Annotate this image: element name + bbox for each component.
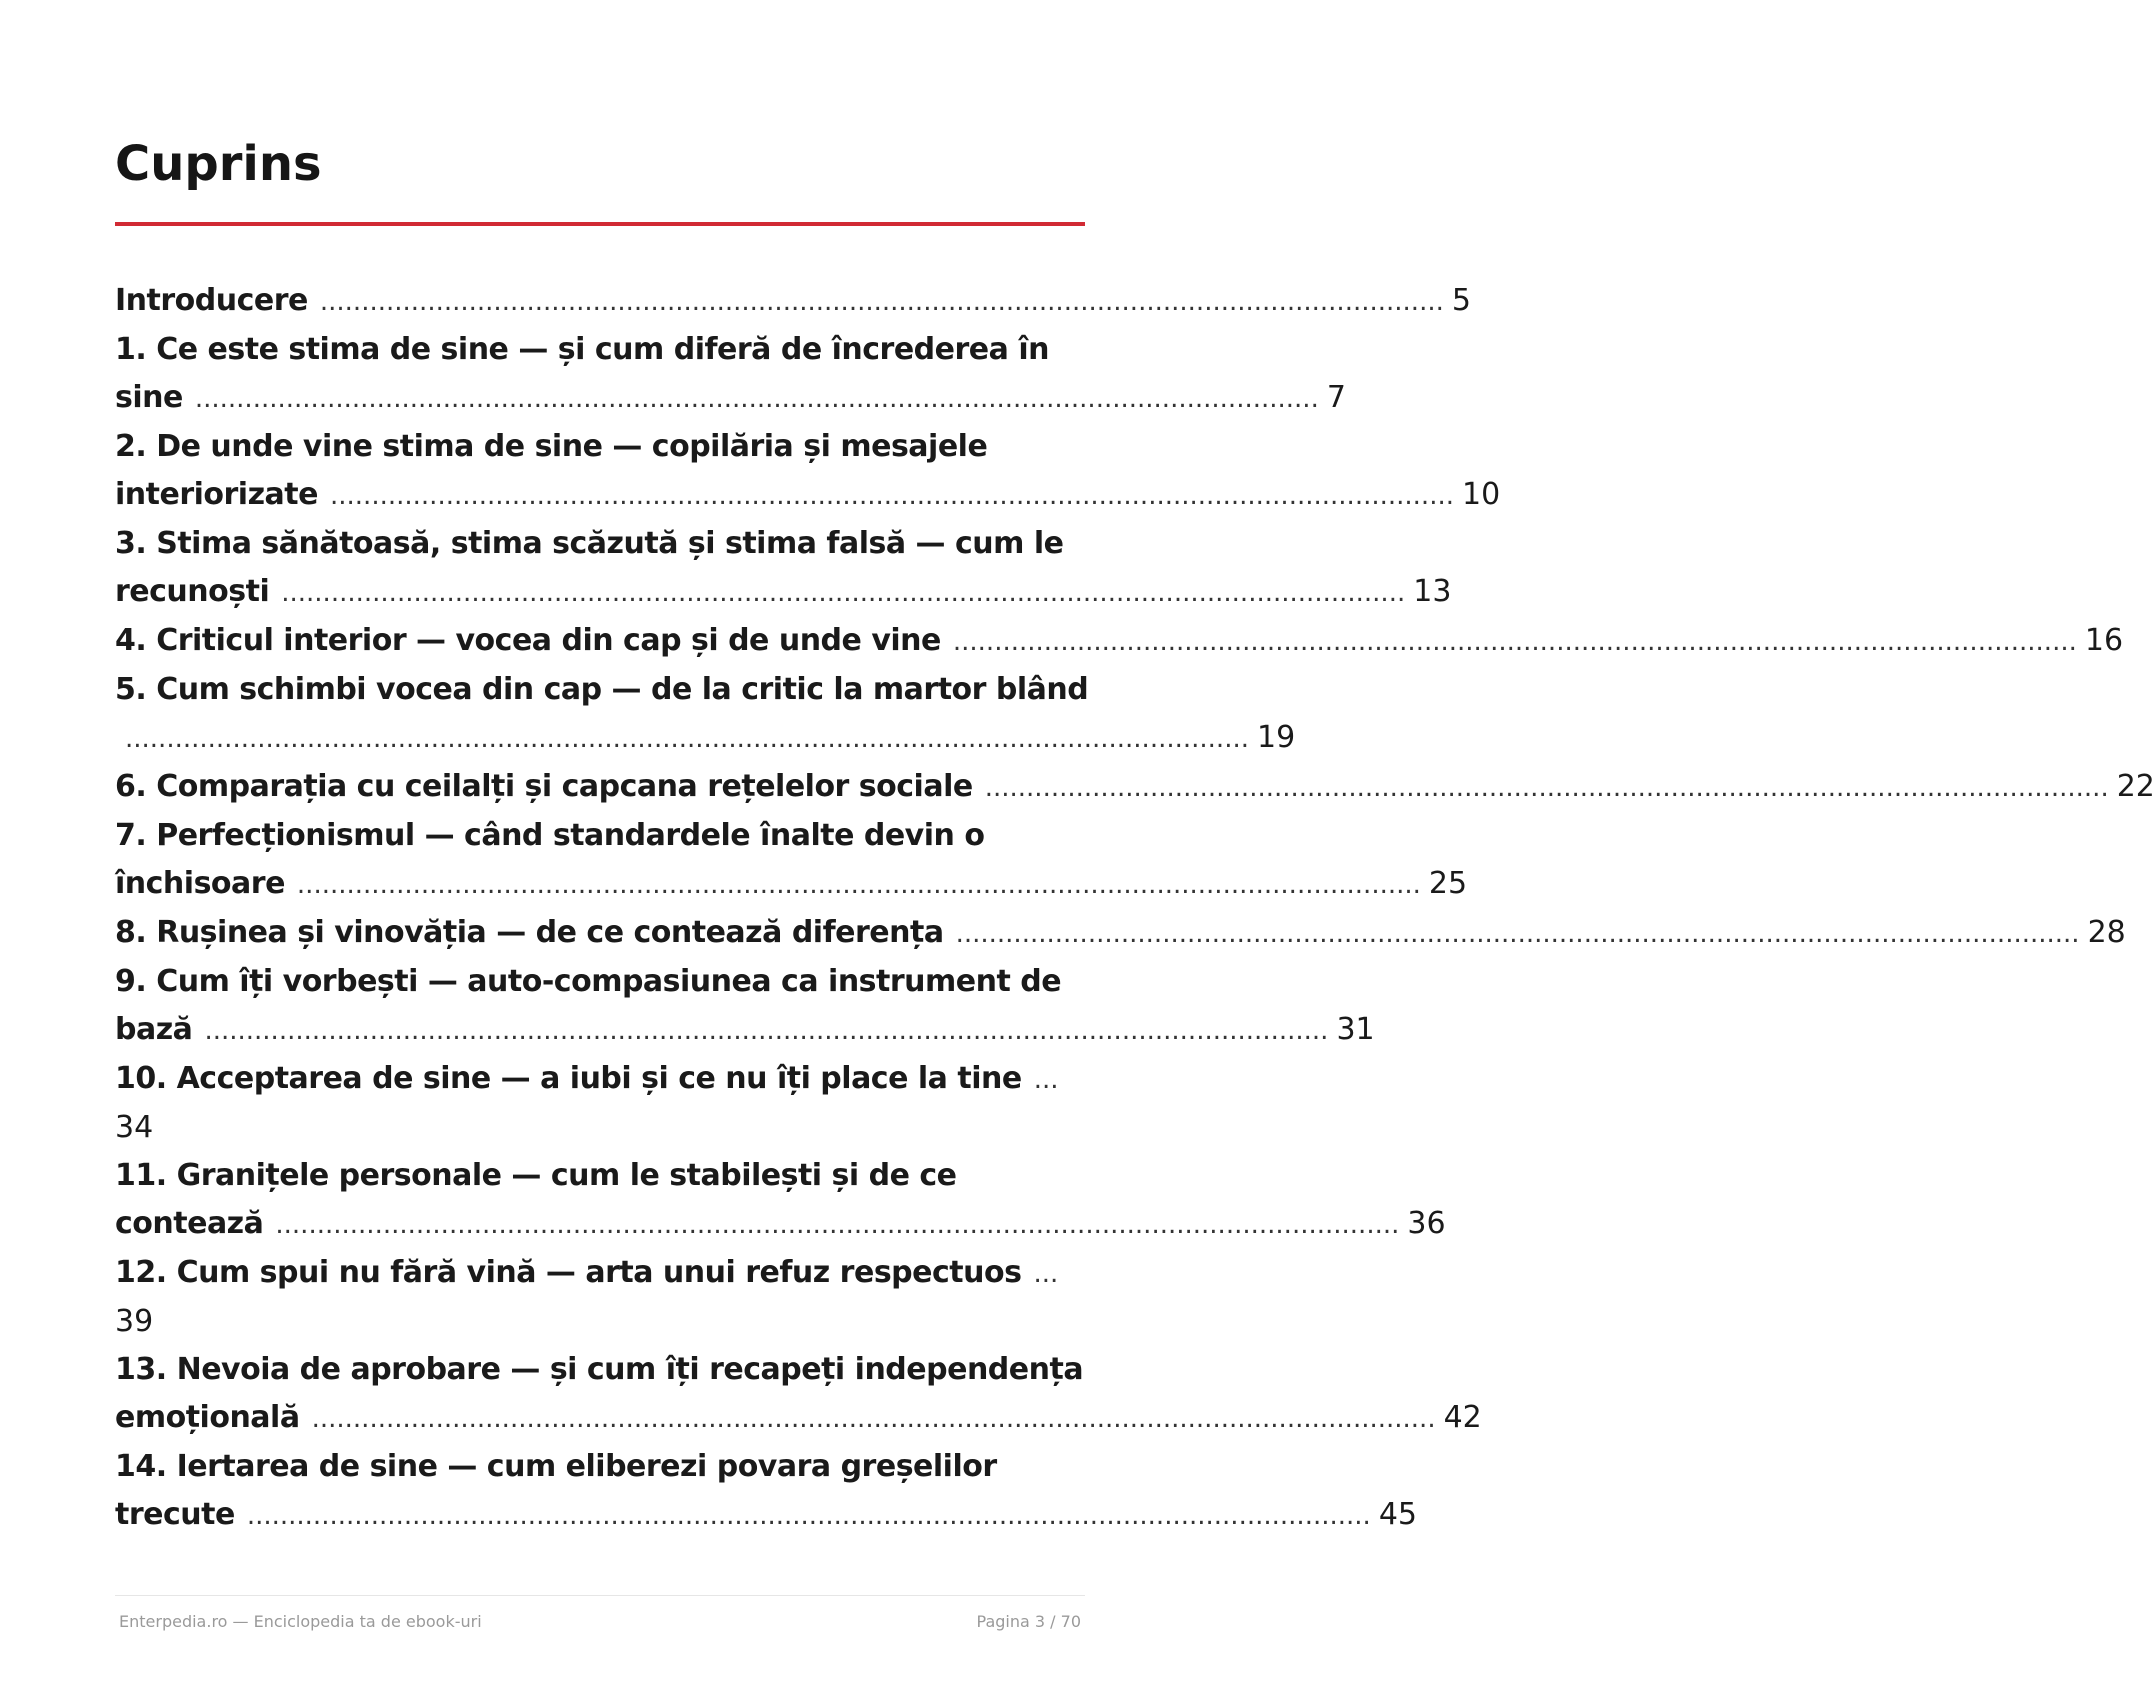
toc-entry-9-line-2[interactable] xyxy=(115,1006,1375,1055)
toc-entry-label-cont: sine xyxy=(115,380,183,415)
toc-entry-11-line-2[interactable] xyxy=(115,1200,1446,1249)
toc-entry-label: 14. Iertarea de sine — cum eliberezi povara greșelilor xyxy=(115,1449,997,1484)
toc-entry-page: 45 xyxy=(1378,1497,1417,1532)
dot-leader: ........................................................................................................................................ xyxy=(952,627,2077,657)
toc-entry-label: 10. Acceptarea de sine — a iubi și ce nu îți place la tine xyxy=(115,1061,1022,1096)
dot-leader: ........................................................................................................................................ xyxy=(330,481,1454,511)
dot-leader: ........................................................................................................................................ xyxy=(204,1016,1329,1046)
dot-leader: ........................................................................................................................................ xyxy=(984,773,2109,803)
toc-entry-label: 6. Comparația cu ceilalți și capcana rețelelor sociale xyxy=(115,769,973,804)
toc-entry-1-line-2[interactable] xyxy=(115,374,1346,423)
page-title: Cuprins xyxy=(115,136,322,192)
toc-entry-11-line-1[interactable] xyxy=(115,1152,1085,1200)
toc-entry-5-line-2[interactable] xyxy=(115,714,1296,763)
dot-leader: ... xyxy=(1033,1259,1059,1289)
toc-entry-page: 22 xyxy=(2116,769,2155,804)
toc-entry-label: 4. Criticul interior — vocea din cap și de unde vine xyxy=(115,623,941,658)
toc-entry-label: 1. Ce este stima de sine — și cum diferă de încrederea în xyxy=(115,332,1049,367)
footer-site-name: Enterpedia.ro — Enciclopedia ta de ebook-uri xyxy=(119,1612,482,1631)
toc-entry-page: 28 xyxy=(2087,915,2126,950)
toc-entry-label-cont: bază xyxy=(115,1012,193,1047)
toc-entry-label: 8. Rușinea și vinovăția — de ce contează diferența xyxy=(115,915,944,950)
toc-entry-4[interactable] xyxy=(115,617,2124,666)
toc-entry-2-line-1[interactable] xyxy=(115,423,1085,471)
toc-entry-page: 34 xyxy=(115,1110,154,1145)
toc-entry-label-cont: emoțională xyxy=(115,1400,300,1435)
toc-entry-label: 13. Nevoia de aprobare — și cum îți recapeți independența xyxy=(115,1352,1084,1387)
toc-entry-label-cont: trecute xyxy=(115,1497,235,1532)
dot-leader: ........................................................................................................................................ xyxy=(296,870,1421,900)
toc-entry-3-line-1[interactable] xyxy=(115,520,1085,568)
footer-divider xyxy=(115,1595,1085,1596)
toc-entry-12-line-2[interactable] xyxy=(115,1298,1085,1346)
toc-entry-13-line-2[interactable] xyxy=(115,1394,1482,1443)
dot-leader: ........................................................................................................................................ xyxy=(311,1404,1436,1434)
toc-entry-1-line-1[interactable] xyxy=(115,326,1085,374)
toc-entry-6[interactable] xyxy=(115,763,2155,812)
dot-leader: ........................................................................................................................................ xyxy=(955,919,2080,949)
toc-entry-page: 19 xyxy=(1257,720,1296,755)
toc-entry-page: 31 xyxy=(1336,1012,1375,1047)
toc-entry-page: 13 xyxy=(1413,574,1452,609)
toc-entry-label-cont: închisoare xyxy=(115,866,285,901)
toc-entry-page: 42 xyxy=(1443,1400,1482,1435)
toc-entry-page: 10 xyxy=(1462,477,1501,512)
toc-entry-introducere[interactable] xyxy=(115,277,1471,326)
toc-entry-label-cont: interiorizate xyxy=(115,477,318,512)
toc-entry-label: 11. Granițele personale — cum le stabilești și de ce xyxy=(115,1158,957,1193)
toc-entry-5-line-1[interactable] xyxy=(115,666,1089,714)
toc-entry-label-cont: contează xyxy=(115,1206,264,1241)
toc-entry-14-line-1[interactable] xyxy=(115,1443,1085,1491)
footer-page-number: Pagina 3 / 70 xyxy=(976,1612,1081,1631)
toc-entry-12-line-1[interactable] xyxy=(115,1249,1085,1298)
toc-entry-page: 39 xyxy=(115,1304,154,1339)
toc-entry-3-line-2[interactable] xyxy=(115,568,1452,617)
toc-entry-8[interactable] xyxy=(115,909,2126,958)
title-divider xyxy=(115,222,1085,226)
toc-entry-label-cont: recunoști xyxy=(115,574,270,609)
toc-entry-label: 9. Cum îți vorbești — auto-compasiunea ca instrument de xyxy=(115,964,1062,999)
dot-leader: ........................................................................................................................................ xyxy=(246,1501,1371,1531)
toc-entry-label: 7. Perfecționismul — când standardele înalte devin o xyxy=(115,818,985,853)
dot-leader: ........................................................................................................................................ xyxy=(125,724,1249,754)
table-of-contents xyxy=(115,277,2155,1540)
dot-leader: ........................................................................................................................................ xyxy=(275,1210,1400,1240)
toc-entry-7-line-1[interactable] xyxy=(115,812,1085,860)
toc-entry-page: 36 xyxy=(1407,1206,1446,1241)
toc-entry-10-line-2[interactable] xyxy=(115,1104,1085,1152)
toc-entry-label: Introducere xyxy=(115,283,308,318)
toc-entry-label: 5. Cum schimbi vocea din cap — de la critic la martor blând xyxy=(115,672,1089,707)
toc-entry-14-line-2[interactable] xyxy=(115,1491,1417,1540)
toc-entry-label: 3. Stima sănătoasă, stima scăzută și stima falsă — cum le xyxy=(115,526,1064,561)
toc-entry-13-line-1[interactable] xyxy=(115,1346,1085,1394)
dot-leader: ... xyxy=(1033,1065,1059,1095)
toc-entry-label: 12. Cum spui nu fără vină — arta unui refuz respectuos xyxy=(115,1255,1022,1290)
toc-entry-page: 5 xyxy=(1451,283,1471,318)
toc-entry-label: 2. De unde vine stima de sine — copilăria și mesajele xyxy=(115,429,988,464)
toc-entry-page: 16 xyxy=(2084,623,2124,658)
toc-entry-page: 25 xyxy=(1428,866,1468,901)
toc-entry-7-line-2[interactable] xyxy=(115,860,1468,909)
dot-leader: ........................................................................................................................................ xyxy=(281,578,1406,608)
toc-entry-10-line-1[interactable] xyxy=(115,1055,1085,1104)
dot-leader: ........................................................................................................................................ xyxy=(194,384,1319,414)
toc-entry-9-line-1[interactable] xyxy=(115,958,1085,1006)
toc-entry-2-line-2[interactable] xyxy=(115,471,1501,520)
dot-leader: ........................................................................................................................................ xyxy=(319,287,1444,317)
toc-entry-page: 7 xyxy=(1326,380,1346,415)
